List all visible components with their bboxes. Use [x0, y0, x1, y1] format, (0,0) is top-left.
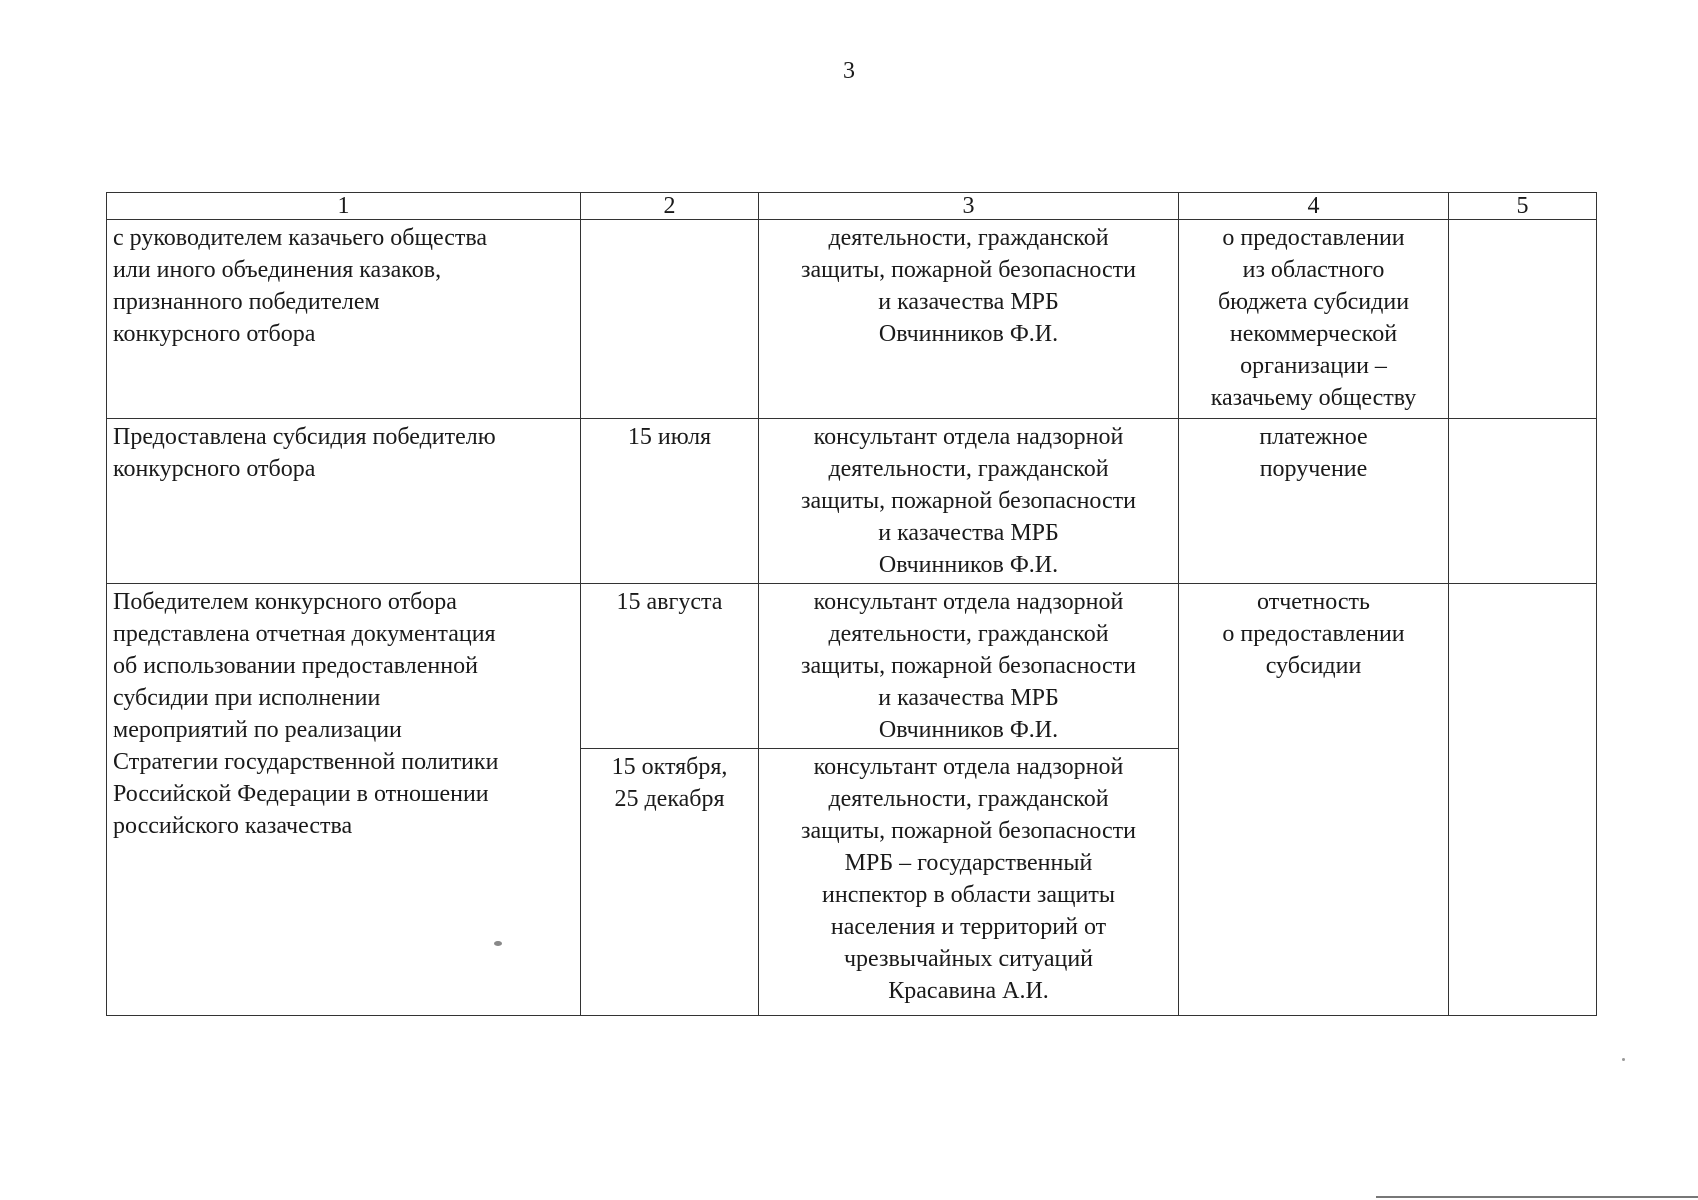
column-number-3: 3 — [759, 193, 1179, 220]
deadline: 15 августа — [581, 584, 759, 749]
deadline: 15 октября, 25 декабря — [581, 749, 759, 1016]
result-document: о предоставлении из областного бюджета субсидии некоммерческой организации – казачьему обществу — [1179, 220, 1449, 419]
event-description: с руководителем казачьего общества или иного объединения казаков, признанного победителем конкурсного отбора — [107, 220, 581, 419]
responsible-person: деятельности, гражданской защиты, пожарной безопасности и казачества МРБ Овчинников Ф.И. — [759, 220, 1179, 419]
scan-speck — [1622, 1058, 1625, 1061]
scan-speck — [494, 941, 502, 946]
result-document: платежное поручение — [1179, 419, 1449, 584]
result-document: отчетность о предоставлении субсидии — [1179, 584, 1449, 1016]
column-number-2: 2 — [581, 193, 759, 220]
column-number-5: 5 — [1449, 193, 1597, 220]
responsible-person: консультант отдела надзорной деятельности, гражданской защиты, пожарной безопасности МРБ – государственный инспектор в области защиты населения и территорий от чрезвычайных ситуаций Красавина А.И. — [759, 749, 1179, 1016]
column-number-1: 1 — [107, 193, 581, 220]
table-header-row — [107, 193, 1597, 220]
page-number: 3 — [843, 58, 855, 84]
deadline — [581, 220, 759, 419]
note — [1449, 220, 1597, 419]
plan-table — [106, 192, 1597, 1016]
note — [1449, 584, 1597, 1016]
column-number-4: 4 — [1179, 193, 1449, 220]
table-row — [107, 419, 1597, 584]
note — [1449, 419, 1597, 584]
table-row — [107, 584, 1597, 749]
table-row — [107, 220, 1597, 419]
responsible-person: консультант отдела надзорной деятельности, гражданской защиты, пожарной безопасности и казачества МРБ Овчинников Ф.И. — [759, 584, 1179, 749]
responsible-person: консультант отдела надзорной деятельности, гражданской защиты, пожарной безопасности и казачества МРБ Овчинников Ф.И. — [759, 419, 1179, 584]
scan-edge-line — [1376, 1196, 1698, 1198]
event-description: Победителем конкурсного отбора представлена отчетная документация об использовании предоставленной субсидии при исполнении мероприятий по реализации Стратегии государственной политики Российской Федерации в отношении российского казачества — [107, 584, 581, 1016]
event-description: Предоставлена субсидия победителю конкурсного отбора — [107, 419, 581, 584]
deadline: 15 июля — [581, 419, 759, 584]
